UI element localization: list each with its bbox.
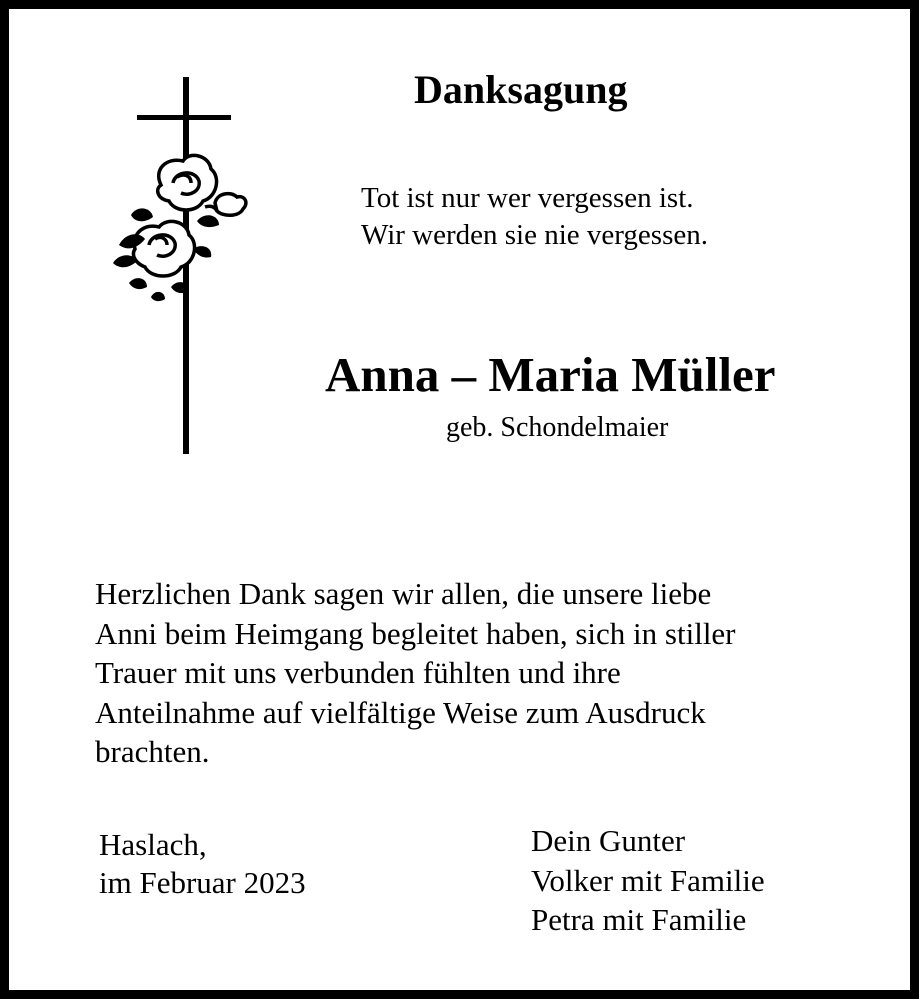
signer: Petra mit Familie	[531, 902, 747, 937]
thank-you-message	[95, 574, 855, 772]
signer: Volker mit Familie	[531, 862, 765, 898]
signer: Dein Gunter	[531, 823, 686, 858]
memorial-verse	[361, 180, 708, 254]
deceased-name: Anna – Maria Müller	[325, 347, 776, 402]
place-date	[99, 826, 306, 902]
message-line: Trauer mit uns verbunden fühlten und ihre	[95, 655, 621, 690]
page-title: Danksagung	[414, 67, 628, 112]
message-line: Herzlichen Dank sagen wir allen, die unsere liebe	[95, 576, 712, 611]
message-line: Anni beim Heimgang begleitet haben, sich in stiller	[95, 615, 736, 651]
date-line: im Februar 2023	[99, 865, 306, 900]
cross-with-roses-icon	[105, 73, 255, 458]
place-line: Haslach,	[99, 827, 207, 862]
verse-line: Tot ist nur wer vergessen ist.	[361, 182, 694, 214]
message-line: brachten.	[95, 734, 210, 769]
verse-line: Wir werden sie nie vergessen.	[361, 219, 708, 251]
maiden-name: geb. Schondelmaier	[446, 412, 669, 443]
signers-list	[531, 821, 765, 940]
message-line: Anteilnahme auf vielfältige Weise zum Ausdruck	[95, 694, 706, 730]
